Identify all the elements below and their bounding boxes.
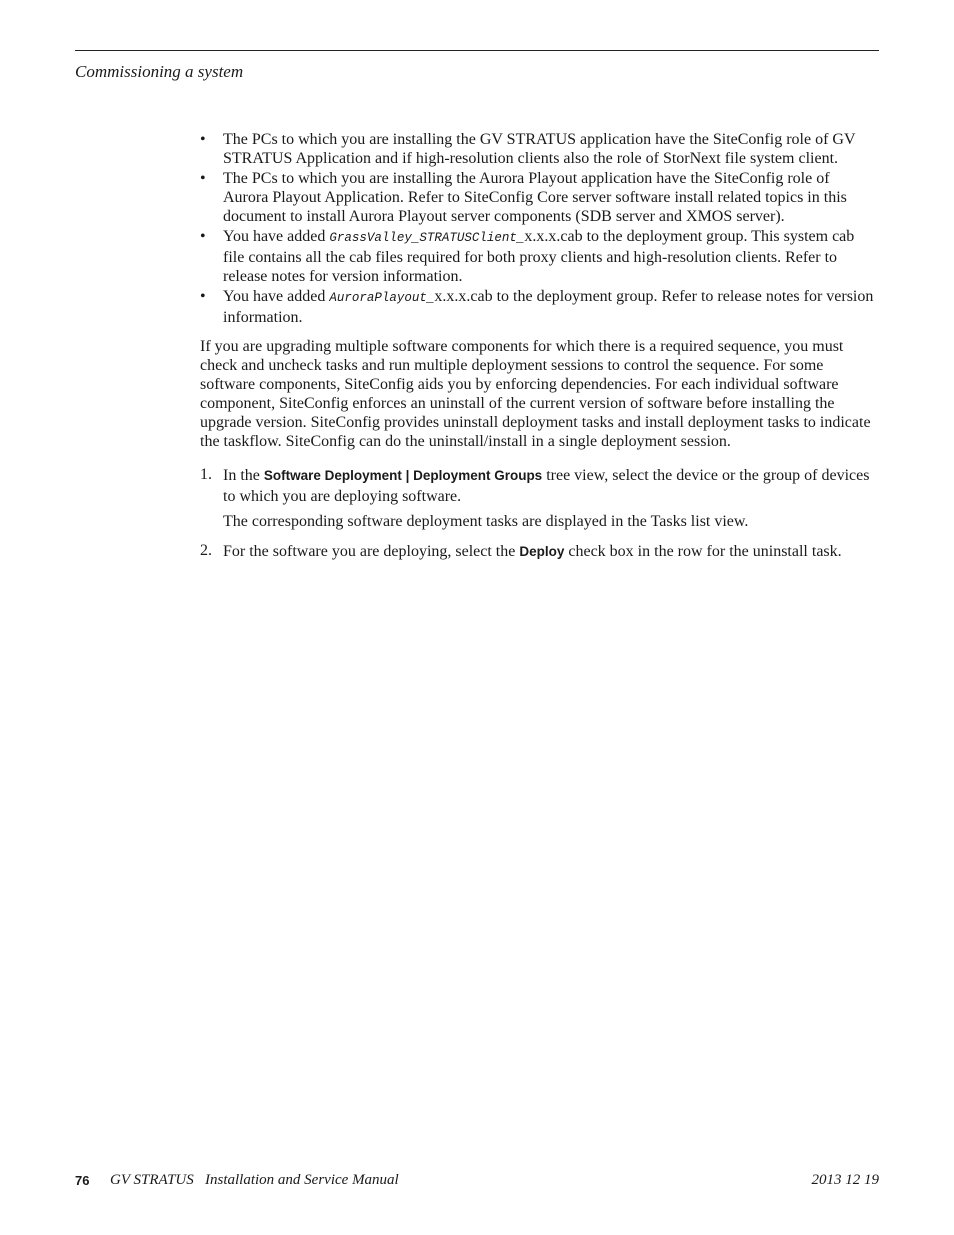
body-paragraph: If you are upgrading multiple software components for which there is a required sequence, you must check and uncheck tasks and run multiple deployment sessions to control the sequence. For some software components, SiteConfig aids you by enforcing dependencies. For each individual software component, SiteConfig enforces an uninstall of the current version of software before installing the upgrade version. SiteConfig provides uninstall deployment tasks and install deployment tasks to indicate the taskflow. SiteConfig can do the uninstall/install in a single deployment session. (200, 338, 871, 450)
bullet: • (200, 131, 206, 148)
bullet: • (200, 228, 206, 245)
publication-date: 2013 12 19 (811, 1172, 879, 1188)
step-number: 2. (200, 542, 212, 559)
bullet: • (200, 170, 206, 187)
prerequisite-list (200, 130, 876, 327)
list-item (200, 130, 876, 168)
step-number: 1. (200, 466, 212, 483)
code-filename: AuroraPlayout_ (329, 291, 435, 305)
procedure-steps (200, 465, 876, 562)
list-item-text: The PCs to which you are installing the Aurora Playout application have the SiteConfig role of Aurora Playout Application. Refer to SiteConfig Core server software install related topics in this document to install Aurora Playout server components (SDB server and XMOS server). (223, 170, 847, 225)
list-item-text-pre: You have added (223, 228, 330, 245)
step-text-post: tree view, select the device or the group of devices to which you are deploying software. (223, 467, 870, 505)
list-item-text-post: x.x.x.cab to the deployment group. This system cab file contains all the cab files required for both proxy clients and high-resolution clients. Refer to release notes for version information. (223, 228, 855, 285)
list-item-text-post: x.x.x.cab to the deployment group. Refer to release notes for version information. (223, 288, 874, 326)
step-text-post: check box in the row for the uninstall task. (564, 543, 842, 560)
bullet: • (200, 288, 206, 305)
step-instruction (223, 541, 876, 562)
list-item (200, 287, 876, 327)
list-item-text: The PCs to which you are installing the GV STRATUS application have the SiteConfig role of GV STRATUS Application and if high-resolution clients also the role of StorNext file system client. (223, 131, 856, 167)
manual-title: GV STRATUS Installation and Service Manual (110, 1172, 399, 1188)
list-item (200, 227, 876, 286)
section-title: Commissioning a system (75, 62, 244, 81)
procedure-step (200, 541, 876, 562)
list-item-text-pre: You have added (223, 288, 330, 305)
procedure-step (200, 465, 876, 531)
list-item (200, 169, 876, 226)
step-instruction (223, 465, 876, 507)
step-text-pre: In the (223, 467, 264, 484)
header-rule (75, 50, 879, 51)
step-text-pre: For the software you are deploying, select the (223, 543, 520, 560)
page-number: 76 (75, 1173, 90, 1188)
step-result-note: The corresponding software deployment tasks are displayed in the Tasks list view. (223, 513, 749, 530)
page-content (200, 130, 876, 562)
ui-reference: Deploy (519, 544, 565, 559)
code-filename: GrassValley_STRATUSClient_ (329, 231, 525, 245)
ui-reference: Software Deployment | Deployment Groups (263, 468, 543, 483)
